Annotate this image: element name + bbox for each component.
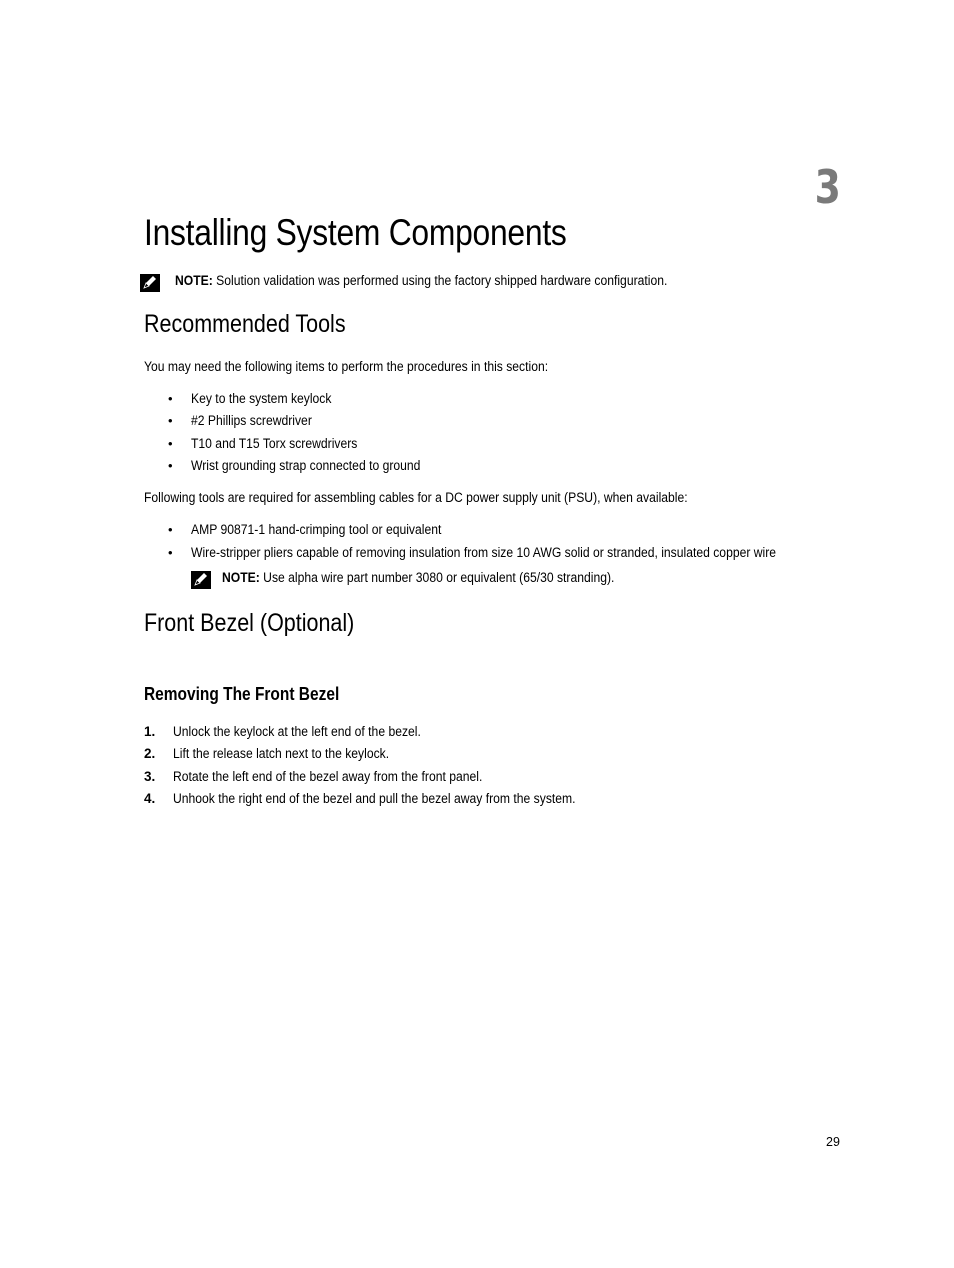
list-item: AMP 90871-1 hand-crimping tool or equivalent: [191, 522, 442, 537]
step-text: Rotate the left end of the bezel away from the front panel.: [173, 769, 483, 784]
subsection-heading-removing-bezel: Removing The Front Bezel: [144, 684, 340, 704]
bullet: •: [168, 436, 173, 451]
step-number: 2.: [144, 746, 156, 761]
dc-tools-intro: Following tools are required for assembling cables for a DC power supply unit (PSU), when available:: [144, 490, 688, 505]
note-label: NOTE:: [222, 570, 260, 585]
note-alpha-wire: [222, 570, 614, 585]
bullet: •: [168, 522, 173, 537]
bullet: •: [168, 413, 173, 428]
step-text: Unhook the right end of the bezel and pull the bezel away from the system.: [173, 791, 576, 806]
tools-intro: You may need the following items to perform the procedures in this section:: [144, 359, 549, 374]
section-heading-front-bezel: Front Bezel (Optional): [144, 609, 355, 637]
list-item: Key to the system keylock: [191, 391, 332, 406]
bullet: •: [168, 545, 173, 560]
note-pencil-icon: [191, 571, 211, 589]
list-item: Wrist grounding strap connected to ground: [191, 458, 421, 473]
step-number: 4.: [144, 791, 156, 806]
note-text: Solution validation was performed using the factory shipped hardware configuration.: [212, 273, 668, 288]
note-text: Use alpha wire part number 3080 or equivalent (65/30 stranding).: [259, 570, 615, 585]
step-number: 3.: [144, 769, 156, 784]
section-heading-recommended-tools: Recommended Tools: [144, 310, 346, 338]
chapter-title: Installing System Components: [144, 212, 567, 253]
list-item: Wire-stripper pliers capable of removing insulation from size 10 AWG solid or stranded, insulated copper wire: [191, 545, 777, 560]
step-text: Lift the release latch next to the keylock.: [173, 746, 390, 761]
note-label: NOTE:: [175, 273, 213, 288]
step-number: 1.: [144, 724, 156, 739]
list-item: T10 and T15 Torx screwdrivers: [191, 436, 358, 451]
bullet: •: [168, 391, 173, 406]
bullet: •: [168, 458, 173, 473]
step-text: Unlock the keylock at the left end of the bezel.: [173, 724, 421, 739]
chapter-number: 3: [814, 160, 840, 214]
note-pencil-icon: [140, 274, 160, 292]
note-solution-validation: [175, 273, 667, 288]
page-number: 29: [826, 1135, 840, 1149]
list-item: #2 Phillips screwdriver: [191, 413, 312, 428]
